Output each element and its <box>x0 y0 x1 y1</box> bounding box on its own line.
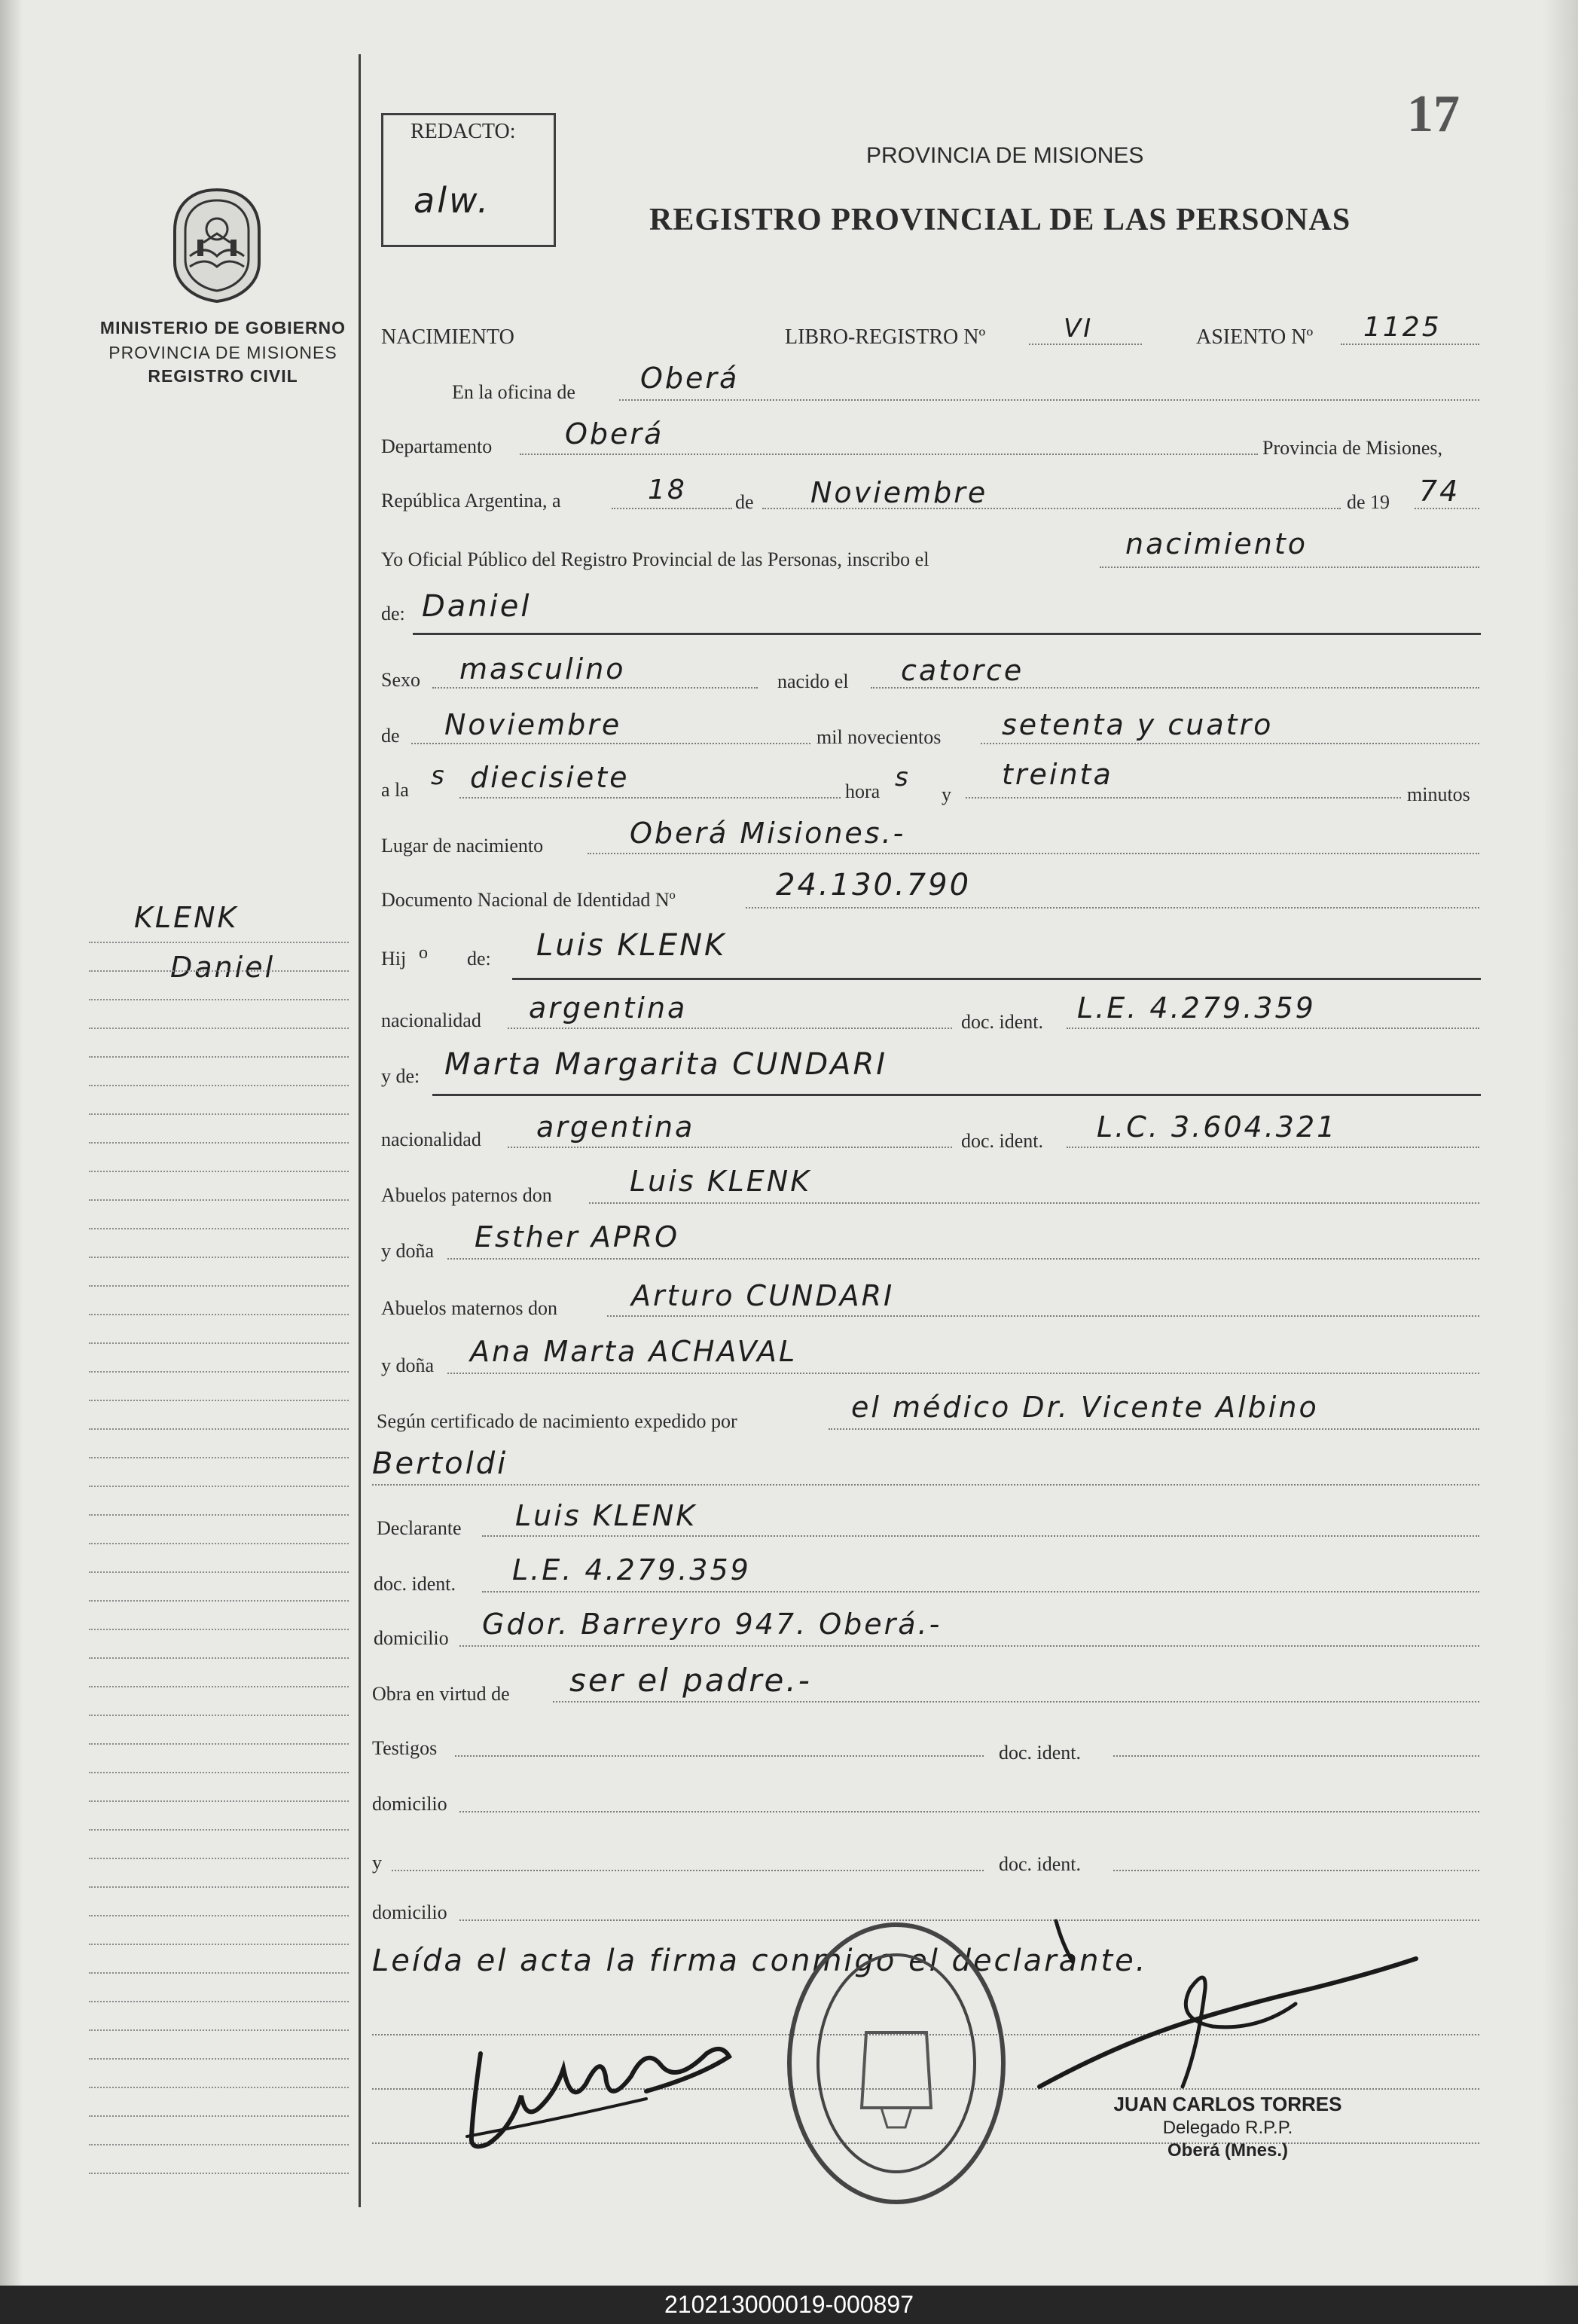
hij-label: Hij <box>381 948 407 970</box>
birth-month-value: Noviembre <box>444 708 622 741</box>
nac1-label: nacionalidad <box>381 1009 481 1031</box>
oficina-value: Oberá <box>640 362 740 395</box>
margin-ruled-line <box>89 1858 349 1859</box>
margin-ruled-line <box>89 1686 349 1687</box>
ala-label-text: a la <box>381 779 409 801</box>
libro-value: VI <box>1064 313 1094 344</box>
republica-label: República Argentina, a <box>381 490 561 512</box>
domicilio3-label: domicilio <box>372 1901 447 1923</box>
hour-value: diecisiete <box>470 761 630 794</box>
declarante-label: Declarante <box>377 1517 462 1539</box>
margin-ruled-line <box>89 1715 349 1716</box>
ministry-civil: REGISTRO CIVIL <box>148 366 298 386</box>
obra-value: ser el padre.- <box>569 1662 812 1699</box>
minutes-value: treinta <box>1002 758 1113 791</box>
doc2-value: L.C. 3.604.321 <box>1097 1110 1338 1144</box>
margin-ruled-line <box>89 1142 349 1144</box>
official-stamp <box>1085 2093 1371 2161</box>
margin-ruled-line <box>89 1257 349 1258</box>
sexo-label: Sexo <box>381 669 420 691</box>
departamento-label: Departamento <box>381 435 493 457</box>
margin-ruled-line <box>89 1171 349 1172</box>
oficina-label: En la oficina de <box>452 381 575 403</box>
margin-ruled-line <box>89 942 349 943</box>
margin-ruled-line <box>89 1028 349 1029</box>
mil-label: mil novecientos <box>816 726 942 748</box>
name-value: Daniel <box>422 589 532 624</box>
redacto-box <box>381 113 556 247</box>
lugar-label: Lugar de nacimiento <box>381 835 544 857</box>
nac2-label: nacionalidad <box>381 1128 481 1150</box>
redacto-label: REDACTO: <box>411 120 516 143</box>
abuelo-pat-value: Luis KLENK <box>630 1165 812 1198</box>
nacido-value: catorce <box>901 654 1024 687</box>
year-label: de 19 <box>1347 491 1390 513</box>
doc1-label: doc. ident. <box>961 1011 1044 1033</box>
inscribo-value: nacimiento <box>1125 527 1308 560</box>
abuela-mat-value: Ana Marta ACHAVAL <box>470 1335 798 1368</box>
margin-ruled-line <box>89 1342 349 1344</box>
lugar-value: Oberá Misiones.- <box>630 817 906 850</box>
margin-ruled-line <box>89 1829 349 1831</box>
abuelos-pat-label: Abuelos paternos don <box>381 1184 552 1206</box>
nacido-label: nacido el <box>777 670 849 692</box>
margin-ruled-line <box>89 999 349 1000</box>
nac2-value: argentina <box>536 1110 695 1144</box>
margin-ruled-line <box>89 1657 349 1659</box>
date-de-label: de <box>735 491 754 513</box>
month-value: Noviembre <box>810 476 988 509</box>
day-value: 18 <box>648 475 687 505</box>
declarant-signature <box>458 2023 744 2159</box>
doc3-label: doc. ident. <box>374 1573 456 1595</box>
libro-label: LIBRO-REGISTRO Nº <box>785 325 986 349</box>
margin-ruled-line <box>89 2087 349 2088</box>
margin-ruled-line <box>89 1113 349 1115</box>
hora-suffix: s <box>895 762 911 792</box>
margin-ruled-line <box>89 1772 349 1773</box>
father-value: Luis KLENK <box>536 928 727 963</box>
margin-ruled-line <box>89 1056 349 1058</box>
official-signature <box>1009 1898 1431 2124</box>
act-type-label: NACIMIENTO <box>381 325 514 349</box>
margin-ruled-line <box>89 1400 349 1401</box>
doc1-value: L.E. 4.279.359 <box>1077 991 1316 1025</box>
dni-label: Documento Nacional de Identidad Nº <box>381 889 676 911</box>
seal-emblem-icon <box>167 184 267 306</box>
margin-ruled-line <box>89 1199 349 1201</box>
doc5-label: doc. ident. <box>999 1853 1082 1875</box>
provincial-seal <box>167 184 267 306</box>
margin-ruled-line <box>89 1915 349 1916</box>
margin-ruled-line <box>89 1486 349 1487</box>
official-title: Delegado R.P.P. <box>1162 2118 1293 2138</box>
margin-ruled-line <box>89 1314 349 1315</box>
margin-ruled-line <box>89 2173 349 2174</box>
departamento-value: Oberá <box>565 417 664 450</box>
margin-ruled-line <box>89 1600 349 1602</box>
year-words-value: setenta y cuatro <box>1002 708 1274 741</box>
margin-ruled-line <box>89 2058 349 2060</box>
doc4-label: doc. ident. <box>999 1742 1082 1764</box>
closing-value: Leída el acta la firma conmigo el declarante. <box>372 1944 1148 1978</box>
margin-ruled-line <box>89 970 349 972</box>
margin-ruled-line <box>89 1886 349 1888</box>
margin-ruled-line <box>89 1743 349 1745</box>
year-value: 74 <box>1419 475 1460 508</box>
ministry-title: MINISTERIO DE GOBIERNO <box>99 318 346 337</box>
provincia-label: Provincia de Misiones, <box>1262 437 1443 459</box>
oficial-label: Yo Oficial Público del Registro Provincial de las Personas, inscribo el <box>381 548 929 570</box>
doc3-value: L.E. 4.279.359 <box>512 1553 751 1586</box>
margin-ruled-line <box>89 2029 349 2031</box>
ministry-block <box>72 318 374 386</box>
province-heading: PROVINCIA DE MISIONES <box>866 143 1144 168</box>
margin-ruled-line <box>89 1543 349 1544</box>
registry-heading: REGISTRO PROVINCIAL DE LAS PERSONAS <box>649 203 1351 237</box>
certificado-value: el médico Dr. Vicente Albino <box>851 1391 1319 1424</box>
minutos-label: minutos <box>1407 783 1470 805</box>
asiento-label: ASIENTO Nº <box>1196 325 1314 349</box>
birth-de-label: de <box>381 725 400 747</box>
margin-ruled-line <box>89 1944 349 1945</box>
page-edge-right <box>1543 0 1578 2286</box>
margin-ruled-line <box>89 1972 349 1974</box>
margin-ruled-line <box>89 1371 349 1373</box>
obra-label: Obra en virtud de <box>372 1683 510 1705</box>
dni-value: 24.130.790 <box>776 868 972 902</box>
domicilio2-label: domicilio <box>372 1793 447 1815</box>
ydona1-label: y doña <box>381 1240 435 1262</box>
margin-ruled-line <box>89 1800 349 1802</box>
margin-ruled-line <box>89 2001 349 2002</box>
ala-suffix: s <box>431 761 447 791</box>
page-number: 17 <box>1407 85 1460 143</box>
domicilio1-label: domicilio <box>374 1627 449 1649</box>
ala-label <box>381 779 409 802</box>
certificado-value-cont: Bertoldi <box>372 1446 508 1481</box>
redacto-value: alw. <box>414 180 491 221</box>
doc2-label: doc. ident. <box>961 1130 1044 1152</box>
official-place: Oberá (Mnes.) <box>1167 2140 1289 2161</box>
abuelo-mat-value: Arturo CUNDARI <box>631 1279 895 1312</box>
margin-ruled-line <box>89 1428 349 1430</box>
margin-given-name: Daniel <box>170 951 276 984</box>
abuela-pat-value: Esther APRO <box>475 1220 680 1254</box>
margin-ruled-line <box>89 1514 349 1516</box>
domicilio1-value: Gdor. Barreyro 947. Oberá.- <box>482 1608 942 1641</box>
margin-ruled-line <box>89 2144 349 2145</box>
name-de-label: de: <box>381 603 405 625</box>
declarante-value: Luis KLENK <box>515 1499 697 1532</box>
asiento-value: 1125 <box>1363 312 1442 343</box>
sexo-value: masculino <box>459 652 626 686</box>
image-id-footer: 210213000019-000897 <box>0 2286 1578 2324</box>
margin-ruled-line <box>89 1085 349 1086</box>
abuelos-mat-label: Abuelos maternos don <box>381 1297 557 1319</box>
mother-value: Marta Margarita CUNDARI <box>444 1047 888 1082</box>
margin-ruled-line <box>89 1228 349 1229</box>
hij-de-label: de: <box>467 948 491 970</box>
y2-label: y <box>372 1852 382 1874</box>
margin-ruled-line <box>89 1285 349 1287</box>
margin-ruled-line <box>89 1571 349 1573</box>
hora-y-label: y <box>942 783 951 805</box>
registry-oval-stamp <box>783 1919 1009 2207</box>
ministry-province: PROVINCIA DE MISIONES <box>108 343 337 362</box>
testigos-label: Testigos <box>372 1737 438 1759</box>
ydona2-label: y doña <box>381 1354 435 1376</box>
yde-label: y de: <box>381 1065 420 1087</box>
official-name: JUAN CARLOS TORRES <box>1113 2093 1342 2115</box>
hij-suffix: o <box>419 943 428 963</box>
nac1-value: argentina <box>529 991 688 1025</box>
margin-ruled-line <box>89 1457 349 1458</box>
certificado-label: Según certificado de nacimiento expedido por <box>377 1410 737 1432</box>
page-edge-shadow <box>0 0 23 2286</box>
hora-label: hora <box>845 780 881 802</box>
margin-surname: KLENK <box>134 901 239 934</box>
margin-ruled-line <box>89 2115 349 2117</box>
margin-ruled-line <box>89 1629 349 1630</box>
